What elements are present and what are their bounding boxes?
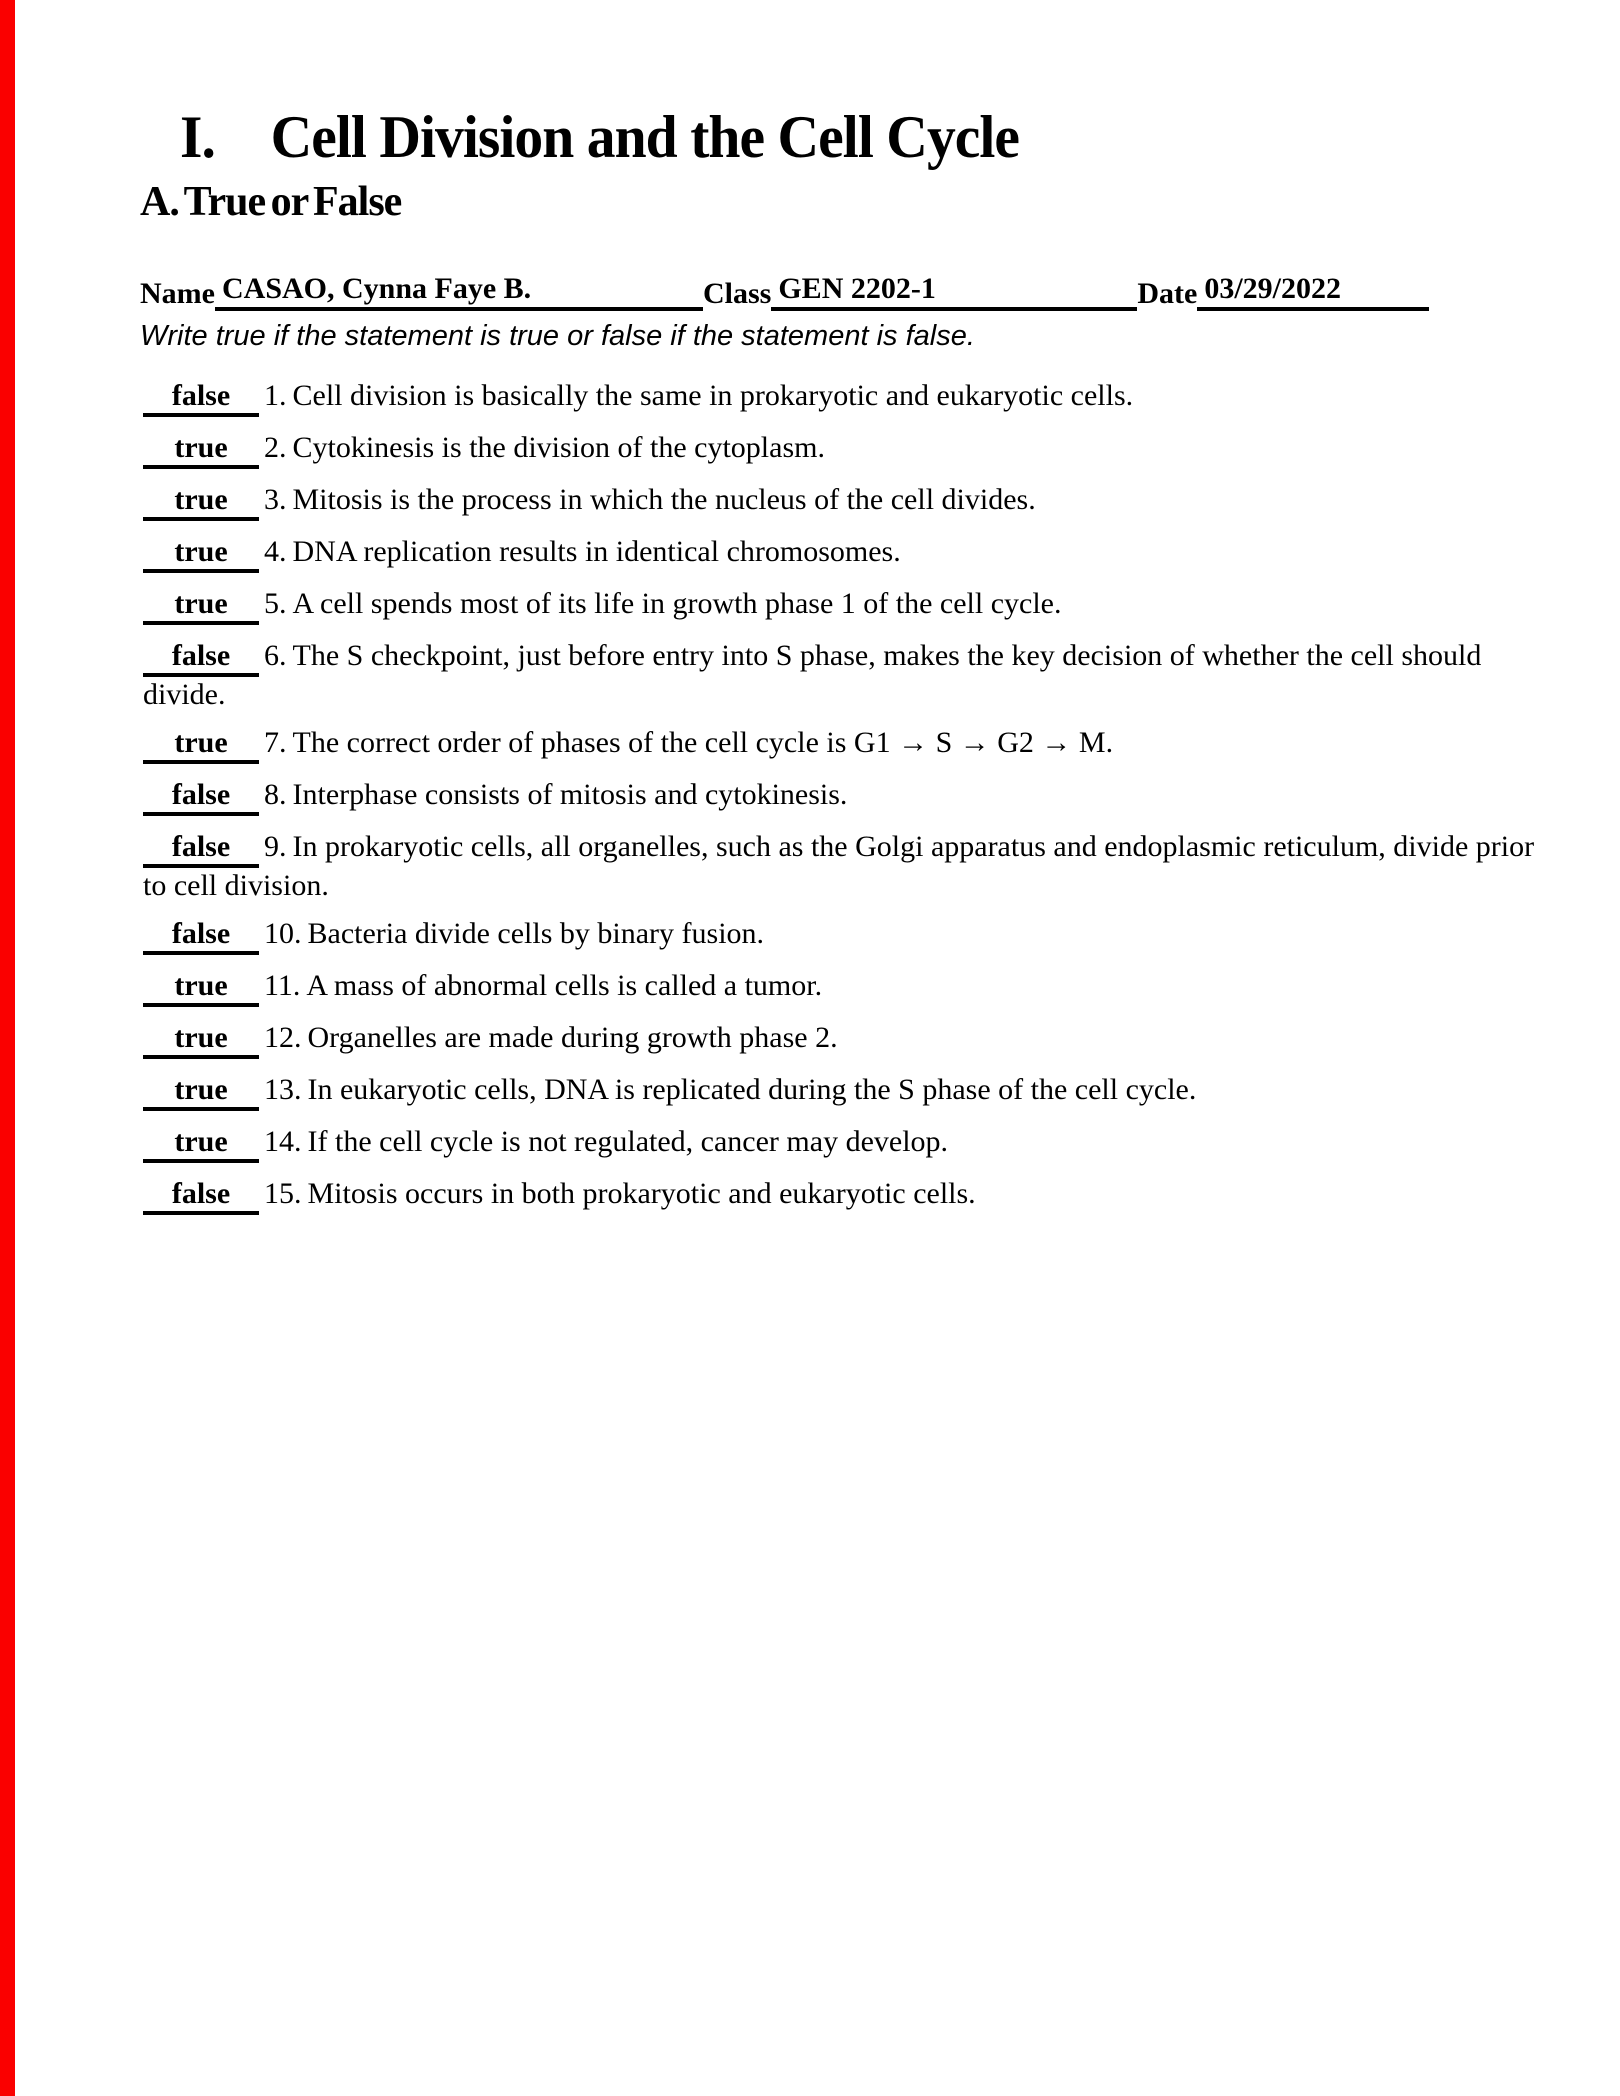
section-heading: A. True or False: [140, 179, 402, 225]
true-false-list: [143, 378, 1538, 1228]
question-number: 9.: [264, 830, 287, 863]
answer-blank[interactable]: true: [143, 1074, 259, 1111]
question-row: [143, 725, 1538, 764]
question-text: Interphase consists of mitosis and cytokinesis.: [292, 778, 848, 811]
question-text: Cell division is basically the same in prokaryotic and eukaryotic cells.: [292, 379, 1134, 412]
question-row: [143, 777, 1538, 816]
answer-blank[interactable]: false: [143, 640, 259, 677]
question-text: In eukaryotic cells, DNA is replicated during the S phase of the cell cycle.: [307, 1073, 1197, 1106]
question-text: The correct order of phases of the cell cycle is G1 → S → G2 → M.: [292, 726, 1114, 759]
answer-blank[interactable]: true: [143, 484, 259, 521]
question-number: 7.: [264, 726, 287, 759]
question-number: 13.: [264, 1073, 302, 1106]
answer-blank[interactable]: true: [143, 1022, 259, 1059]
question-number: 5.: [264, 587, 287, 620]
question-row: [143, 378, 1538, 417]
answer-blank[interactable]: true: [143, 727, 259, 764]
question-text: The S checkpoint, just before entry into S phase, makes the key decision of whether the cell should divide.: [143, 639, 1482, 711]
question-text: DNA replication results in identical chromosomes.: [292, 535, 901, 568]
question-row: [143, 916, 1538, 955]
question-text: Bacteria divide cells by binary fusion.: [307, 917, 765, 950]
question-text: In prokaryotic cells, all organelles, such as the Golgi apparatus and endoplasmic reticulum, divide prior to cell division.: [143, 830, 1535, 902]
question-number: 3.: [264, 483, 287, 516]
question-number: 11.: [264, 969, 301, 1002]
title-numeral: I.: [180, 104, 215, 170]
question-row: [143, 968, 1538, 1007]
page-title: [180, 106, 1019, 168]
question-row: [143, 638, 1538, 712]
question-number: 12.: [264, 1021, 302, 1054]
question-number: 8.: [264, 778, 287, 811]
answer-blank[interactable]: true: [143, 970, 259, 1007]
class-field[interactable]: GEN 2202-1: [771, 272, 1137, 311]
answer-blank[interactable]: true: [143, 432, 259, 469]
date-field[interactable]: 03/29/2022: [1197, 272, 1429, 311]
name-field[interactable]: CASAO, Cynna Faye B.: [215, 272, 703, 311]
question-row: [143, 482, 1538, 521]
question-number: 2.: [264, 431, 287, 464]
question-row: [143, 1020, 1538, 1059]
question-text: A cell spends most of its life in growth phase 1 of the cell cycle.: [292, 587, 1062, 620]
question-row: [143, 1072, 1538, 1111]
question-row: [143, 586, 1538, 625]
question-text: Cytokinesis is the division of the cytoplasm.: [292, 431, 825, 464]
question-text: If the cell cycle is not regulated, cancer may develop.: [307, 1125, 949, 1158]
question-row: [143, 534, 1538, 573]
question-row: [143, 430, 1538, 469]
question-text: Organelles are made during growth phase 2.: [307, 1021, 838, 1054]
question-text: Mitosis is the process in which the nucleus of the cell divides.: [292, 483, 1036, 516]
question-row: [143, 1176, 1538, 1215]
class-label: Class: [702, 277, 772, 310]
question-row: [143, 1124, 1538, 1163]
date-label: Date: [1137, 277, 1198, 310]
question-number: 15.: [264, 1177, 302, 1210]
question-number: 10.: [264, 917, 302, 950]
question-number: 6.: [264, 639, 287, 672]
answer-blank[interactable]: false: [143, 779, 259, 816]
title-text: Cell Division and the Cell Cycle: [270, 104, 1020, 170]
red-edge-bar: [0, 0, 15, 2096]
name-label: Name: [140, 277, 215, 310]
answer-blank[interactable]: true: [143, 588, 259, 625]
question-number: 4.: [264, 535, 287, 568]
question-number: 14.: [264, 1125, 302, 1158]
answer-blank[interactable]: false: [143, 831, 259, 868]
answer-blank[interactable]: false: [143, 918, 259, 955]
answer-blank[interactable]: false: [143, 1178, 259, 1215]
question-number: 1.: [264, 379, 287, 412]
question-text: A mass of abnormal cells is called a tumor.: [306, 969, 823, 1002]
answer-blank[interactable]: true: [143, 536, 259, 573]
question-text: Mitosis occurs in both prokaryotic and eukaryotic cells.: [307, 1177, 976, 1210]
instruction-text: Write true if the statement is true or false if the statement is false.: [140, 320, 975, 352]
student-info-row: [140, 272, 1429, 311]
question-row: [143, 829, 1538, 903]
answer-blank[interactable]: true: [143, 1126, 259, 1163]
answer-blank[interactable]: false: [143, 380, 259, 417]
